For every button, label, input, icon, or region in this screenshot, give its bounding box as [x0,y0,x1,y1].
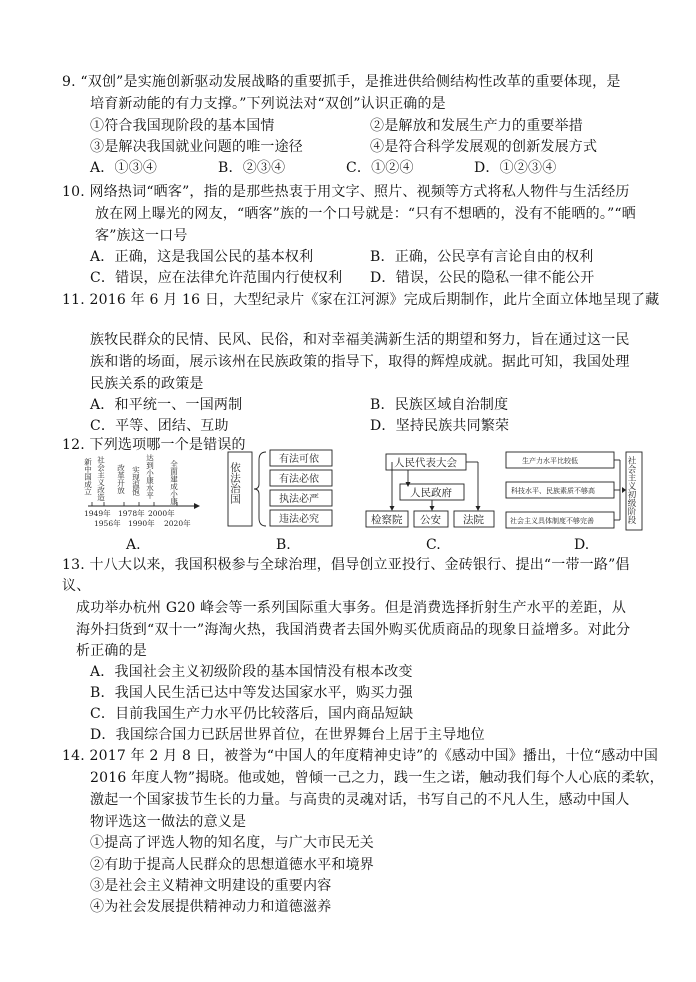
q12-figure-c-state-organs [364,452,500,534]
organ-mid-label: 人民政府 [410,487,452,499]
q9-statement-2: ②是解放和发展生产力的重要举措 [370,118,583,134]
q14-statement-2: ②有助于提高人民群众的思想道德水平和境界 [90,857,374,873]
primary-stage-item: 生产力水平比较低 [522,457,578,465]
q12-figure-a-timeline [84,454,206,536]
timeline-label: 新中国成立 [84,458,93,496]
q10-option-a[interactable]: A．正确，这是我国公民的基本权利 [90,249,314,265]
q10-stem-line2: 放在网上曝光的网友，“晒客”族的一个口号就是：“只有不想晒的，没有不能晒的。”“晒 [95,206,636,222]
organ-bottom-label: 法院 [463,514,484,526]
q13-stem-line2: 成功举办杭州 G20 峰会等一系列国际重大事务。但是消费选择折射生产水平的差距，从 [76,600,627,616]
q11-options-row2 [90,416,650,436]
rule-of-law-item: 违法必究 [279,514,319,525]
q14-statement-4: ④为社会发展提供精神动力和道德滋养 [90,899,332,915]
q13-stem-line1: 13. 十八大以来，我国积极参与全球治理，倡导创立亚投行、金砖银行、提出“一带一路”倡 [62,557,630,573]
q9-statements-row2 [90,137,650,157]
q13-option-a[interactable]: A．我国社会主义初级阶段的基本国情没有根本改变 [90,664,413,680]
timeline-year: 1956年 [94,519,121,528]
rule-of-law-item: 有法可依 [279,454,319,465]
timeline-label: 达到小康水平 [145,454,155,499]
q14-stem-line4: 物评选这一做法的意义是 [90,814,247,830]
q13-option-c[interactable]: C．目前我国生产力水平仍比较落后，国内商品短缺 [90,706,414,722]
rule-of-law-item: 执法必严 [279,494,319,505]
q9-option-a[interactable]: A．①③④ [90,160,158,176]
q9-option-d[interactable]: D．①②③④ [474,160,557,176]
q13-stem-line4: 析正确的是 [76,643,147,659]
q12-option-a[interactable]: A. [126,537,141,553]
q11-option-a[interactable]: A．和平统一、一国两制 [90,397,243,413]
q10-stem-line1: 10. 网络热词“晒客”，指的是那些热衷于用文字、照片、视频等方式将私人物件与生活经历 [62,184,630,200]
q9-statement-3: ③是解决我国就业问题的唯一途径 [90,139,303,155]
q13-option-b[interactable]: B．我国人民生活已达中等发达国家水平，购买力强 [90,685,413,701]
primary-stage-label: 社会主义初级阶段 [626,456,636,524]
timeline-label: 改革开放 [116,464,126,494]
primary-stage-item: 社会主义具体制度不够完善 [510,517,594,525]
q11-stem-line1: 11. 2016 年 6 月 16 日，大型纪录片《家在江河源》完成后期制作，此片全面立体地呈现了藏 [62,292,660,308]
q13-stem-line1b: 议、 [62,578,91,594]
q11-options-row1 [90,395,650,415]
timeline-year: 1978年 [118,509,145,518]
organ-bottom-label: 公安 [420,514,441,526]
q12-option-d[interactable]: D. [574,537,590,553]
q13-stem-line3: 海外扫货到“双十一”海淘火热，我国消费者去国外购买优质商品的现象日益增多。对此分 [76,622,631,638]
q11-option-d[interactable]: D．坚持民族共同繁荣 [370,418,510,434]
rule-of-law-label: 依法治国 [229,462,241,504]
q11-option-b[interactable]: B．民族区域自治制度 [370,397,509,413]
q9-stem-line1: 9. “双创”是实施创新驱动发展战略的重要抓手，是推进供给侧结构性改革的重要体现，是 [62,74,621,90]
organ-top-label: 人民代表大会 [394,457,457,469]
rule-of-law-item: 有法必依 [279,474,319,485]
q9-statements-row1 [90,116,650,136]
q12-figure-d-primary-stage [504,450,644,536]
q9-stem-line2: 培育新动能的有力支撑。”下列说法对“双创”认识正确的是 [90,96,446,112]
q11-stem-line3: 族和谐的场面，展示该州在民族政策的指导下，取得的辉煌成就。据此可知，我国处理 [90,354,630,370]
q9-statement-1: ①符合我国现阶段的基本国情 [90,118,275,134]
q11-stem-line4: 民族关系的政策是 [90,376,204,392]
q10-stem-line3: 客”族这一口号 [95,228,188,244]
q10-options-row2 [90,268,650,288]
q10-options-row1 [90,247,650,267]
timeline-year: 1949年 [84,509,111,518]
primary-stage-item: 科技水平、民族素质不够高 [511,487,595,495]
timeline-year: 1990年 [128,519,155,528]
q9-options [90,158,602,178]
q14-stem-line3: 激起一个国家拔节生长的力量。与高贵的灵魂对话，书写自己的不凡人生，感动中国人 [90,792,630,808]
q13-option-d[interactable]: D．我国综合国力已跃居世界首位，在世界舞台上居于主导地位 [90,727,485,743]
q10-option-b[interactable]: B．正确，公民享有言论自由的权利 [370,249,594,265]
organ-bottom-label: 检察院 [371,514,403,526]
q11-option-c[interactable]: C．平等、团结、互助 [90,418,229,434]
q12-option-b[interactable]: B. [276,537,291,553]
q12-figure-b-rule-of-law [226,448,346,534]
q14-statement-1: ①提高了评选人物的知名度，与广大市民无关 [90,835,374,851]
q10-option-d[interactable]: D．错误，公民的隐私一律不能公开 [370,270,595,286]
timeline-label: 全面建成小康 [169,460,179,505]
timeline-label: 实现温饱 [131,466,141,496]
q11-stem-line2: 族牧民群众的民情、民风、民俗，和对幸福美满新生活的期望和努力，旨在通过这一民 [90,332,630,348]
q9-option-c[interactable]: C．①②④ [346,160,414,176]
q12-stem: 12. 下列选项哪一个是错误的 [62,437,246,453]
q10-option-c[interactable]: C．错误，应在法律允许范围内行使权利 [90,270,343,286]
timeline-label: 社会主义改造 [96,456,106,501]
q14-stem-line2: 2016 年度人物”揭晓。他或她，曾倾一己之力，践一生之诺，触动我们每个人心底的柔软， [90,770,664,786]
q14-stem-line1: 14. 2017 年 2 月 8 日，被誉为“中国人的年度精神史诗”的《感动中国》播出，十位“感动中国 [62,748,659,764]
timeline-year: 2020年 [164,519,191,528]
q14-statement-3: ③是社会主义精神文明建设的重要内容 [90,878,332,894]
timeline-year: 2000年 [148,509,175,518]
q12-option-c[interactable]: C. [426,537,441,553]
q9-option-b[interactable]: B．②③④ [218,160,286,176]
q9-statement-4: ④是符合科学发展观的创新发展方式 [370,139,598,155]
